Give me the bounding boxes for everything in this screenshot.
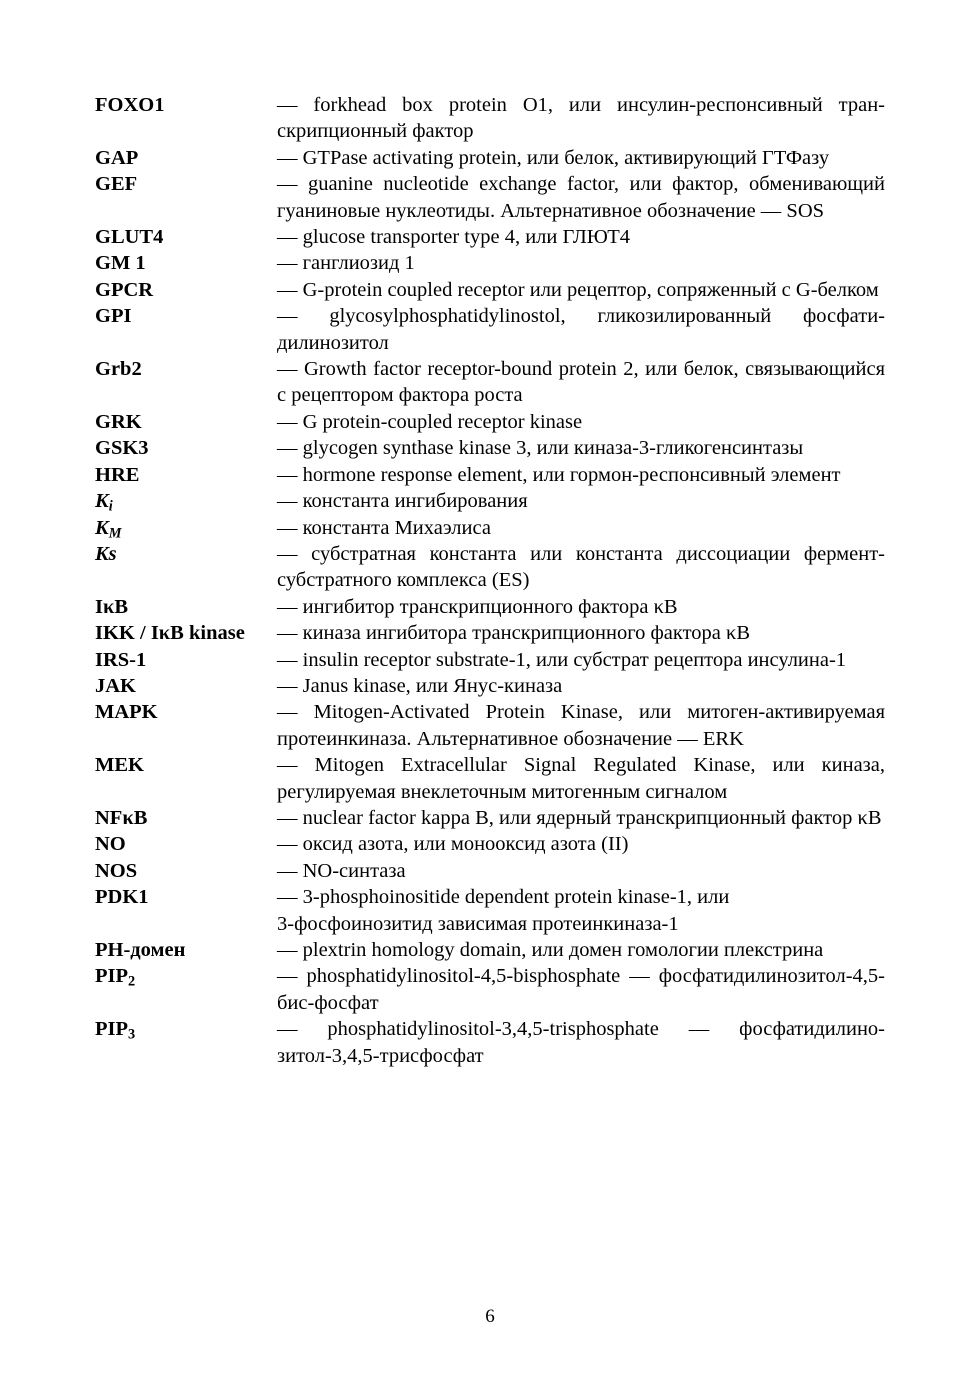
- glossary-entry-km: [95, 515, 885, 541]
- glossary-definition: — insulin receptor substrate-1, или субстрат рецептора инсулина-1: [277, 648, 847, 671]
- glossary-definition: — GTPase activating protein, или белок, активирующий ГТФазу: [277, 146, 830, 169]
- glossary-entry-irs1: [95, 647, 885, 673]
- term-base: K: [95, 516, 109, 539]
- glossary-term: MAPK: [95, 701, 158, 724]
- glossary-term: HRE: [95, 463, 140, 486]
- glossary-term: FOXO1: [95, 94, 165, 116]
- glossary-entry-glut4: [95, 224, 885, 250]
- term-base: PIP: [95, 1018, 129, 1041]
- glossary-definition: — константа Михаэлиса: [277, 516, 491, 539]
- glossary-entry-gap: [95, 145, 885, 171]
- glossary-entry-gsk3: [95, 435, 885, 461]
- glossary-term: GLUT4: [95, 226, 164, 249]
- glossary-term: [95, 963, 277, 989]
- glossary-entry-ki: [95, 488, 885, 514]
- glossary-definition: — киназа ингибитора транскрипционного фактора κB: [277, 622, 751, 645]
- glossary-term: IκB: [95, 595, 129, 618]
- glossary-definition: — NO-синтаза: [277, 859, 406, 882]
- glossary-term: GPCR: [95, 278, 154, 301]
- glossary-definition: — ингибитор транскрипционного фактора κB: [277, 595, 678, 618]
- glossary-entry-foxo1: [95, 92, 885, 145]
- glossary-entry-gpi: [95, 303, 885, 356]
- glossary-term: GPI: [95, 305, 132, 328]
- term-subscript: 3: [128, 1026, 136, 1043]
- glossary-term-text: IKK / IκB kinase: [95, 622, 245, 645]
- glossary-definition: — Mitogen-Activated Protein Kinase, или митоген-активируемая протеинкиназа. Альтернативное обозначение — ERK: [277, 701, 885, 750]
- glossary-definition: — glycosylphosphatidylinostol, гликозилированный фосфатидилинозитол: [277, 305, 885, 354]
- glossary-term: [95, 620, 277, 646]
- glossary-term: MEK: [95, 754, 144, 777]
- glossary-term: IRS-1: [95, 648, 147, 671]
- glossary-term: JAK: [95, 674, 136, 697]
- glossary-term: Ks: [95, 542, 117, 565]
- glossary-entry-ph-domain: [95, 937, 885, 963]
- glossary-term: GEF: [95, 173, 138, 196]
- glossary-entry-nfkb: [95, 805, 885, 831]
- definition-line: — 3-phosphoinositide dependent protein kinase-1, или: [277, 886, 730, 909]
- glossary-entry-nos: [95, 858, 885, 884]
- glossary-entry-pip3: [95, 1016, 885, 1069]
- glossary-definition: — константа ингибирования: [277, 490, 528, 513]
- glossary-definition: — Mitogen Extracellular Signal Regulated Kinase, или киназа, регулируемая внеклеточным митогенным сигналом: [277, 754, 885, 803]
- glossary-entry-ikb: [95, 594, 885, 620]
- term-base: K: [95, 490, 109, 513]
- term-subscript: 2: [128, 973, 136, 990]
- glossary-entry-pip2: [95, 963, 885, 1016]
- glossary-definition: — phosphatidylinositol-4,5-bisphosphate — фосфатидилинозитол-4,5-бис-фосфат: [277, 965, 885, 1014]
- glossary-term: [95, 1016, 277, 1042]
- glossary-term: NOS: [95, 859, 138, 882]
- page-number: 6: [485, 1306, 495, 1327]
- glossary-entry-grk: [95, 409, 885, 435]
- abbreviation-glossary: [95, 92, 885, 1069]
- glossary-entry-gpcr: [95, 277, 885, 303]
- glossary-entry-pdk1: [95, 884, 885, 937]
- glossary-term: NO: [95, 833, 126, 856]
- term-subscript: M: [108, 525, 122, 542]
- glossary-term: GAP: [95, 146, 139, 169]
- glossary-definition: — glycogen synthase kinase 3, или киназа-3-гликогенсинтазы: [277, 437, 804, 460]
- term-base: PIP: [95, 965, 129, 988]
- glossary-definition: [277, 884, 885, 937]
- glossary-definition: — glucose transporter type 4, или ГЛЮТ4: [277, 226, 631, 249]
- glossary-term: Grb2: [95, 358, 142, 381]
- glossary-definition: — hormone response element, или гормон-респонсивный элемент: [277, 463, 841, 486]
- glossary-term: GSK3: [95, 437, 149, 460]
- glossary-definition: — ганглиозид 1: [277, 252, 415, 275]
- glossary-definition: — guanine nucleotide exchange factor, или фактор, обменивающий гуаниновые нуклеотиды. Альтернативное обозначение — SOS: [277, 173, 885, 222]
- glossary-entry-gef: [95, 171, 885, 224]
- glossary-entry-hre: [95, 462, 885, 488]
- glossary-entry-mapk: [95, 699, 885, 752]
- glossary-definition: — phosphatidylinositol-3,4,5-trisphosphate — фосфатидилинозитол-3,4,5-трисфосфат: [277, 1018, 885, 1067]
- glossary-entry-ks: [95, 541, 885, 594]
- glossary-definition: — Growth factor receptor-bound protein 2, или белок, связывающийся с рецептором фактора роста: [277, 358, 885, 407]
- glossary-term: [95, 515, 277, 541]
- glossary-term: [95, 488, 277, 514]
- glossary-definition: — plextrin homology domain, или домен гомологии плекстрина: [277, 939, 824, 961]
- glossary-entry-ikk: [95, 620, 885, 646]
- glossary-definition: — G protein-coupled receptor kinase: [277, 410, 583, 433]
- glossary-definition: — Janus kinase, или Янус-киназа: [277, 674, 563, 697]
- glossary-entry-grb2: [95, 356, 885, 409]
- glossary-definition: — оксид азота, или монооксид азота (II): [277, 833, 629, 856]
- glossary-entry-mek: [95, 752, 885, 805]
- glossary-definition: — forkhead box protein O1, или инсулин-респонсивный транскрипционный фактор: [277, 94, 885, 143]
- glossary-entry-jak: [95, 673, 885, 699]
- glossary-definition: — G-protein coupled receptor или рецептор, сопряженный с G-белком: [277, 278, 879, 301]
- glossary-term: GM 1: [95, 252, 146, 275]
- glossary-entry-gm1: [95, 250, 885, 276]
- glossary-definition: — субстратная константа или константа диссоциации фермент-субстратного комплекса (ES): [277, 542, 885, 592]
- glossary-term: NFκB: [95, 806, 148, 829]
- definition-line: 3-фосфоинозитид зависимая протеинкиназа-1: [277, 912, 679, 935]
- glossary-entry-no: [95, 831, 885, 857]
- term-subscript: i: [108, 498, 113, 515]
- glossary-term: PH-домен: [95, 939, 186, 961]
- glossary-definition: — nuclear factor kappa B, или ядерный транскрипционный фактор κB: [277, 806, 882, 829]
- glossary-term: PDK1: [95, 886, 149, 909]
- glossary-term: GRK: [95, 410, 142, 433]
